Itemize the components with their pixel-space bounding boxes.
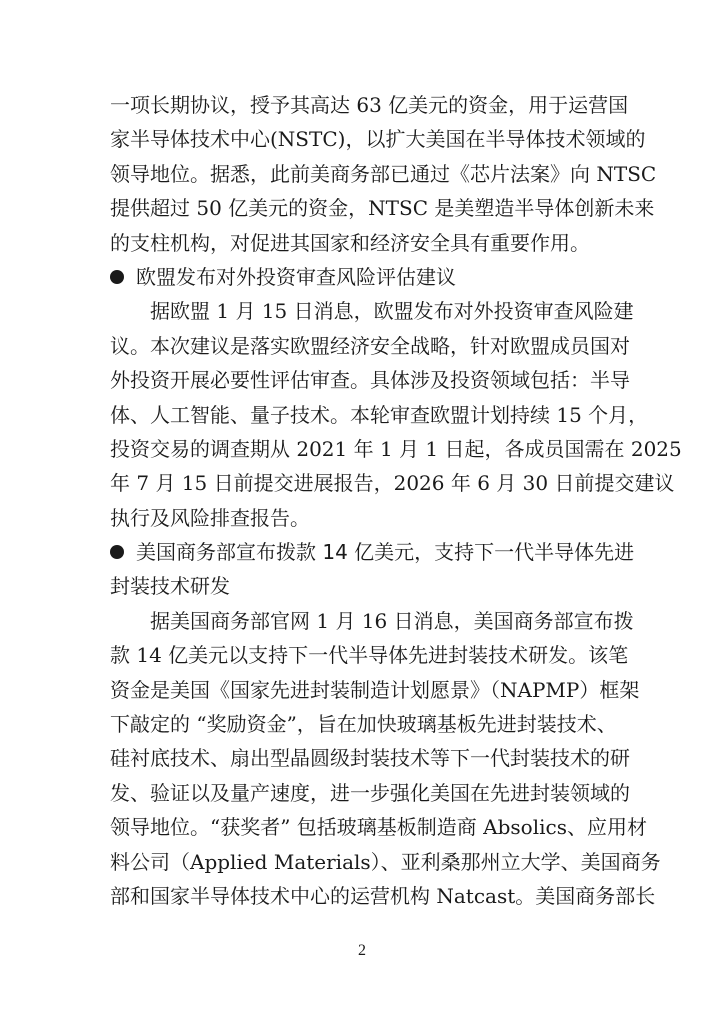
- page-number: 2: [358, 942, 366, 959]
- paragraph-line: 家半导体技术中心(NSTC)，以扩大美国在半导体技术领域的: [110, 127, 646, 152]
- paragraph-line: 发、验证以及量产速度，进一步强化美国在先进封装领域的: [110, 780, 630, 805]
- paragraph-nstc: [110, 88, 657, 260]
- paragraph-line: 提供超过 50 亿美元的资金，NTSC 是美塑造半导体创新未来: [110, 196, 655, 221]
- section-heading-text: 欧盟发布对外投资审查风险评估建议: [136, 264, 456, 289]
- section-heading-eu: [110, 260, 614, 294]
- paragraph-us: [110, 604, 661, 914]
- section-heading-us: [110, 535, 635, 569]
- paragraph-line: 的支柱机构，对促进其国家和经济安全具有重要作用。: [110, 230, 590, 255]
- paragraph-line: 年 7 月 15 日前提交进展报告，2026 年 6 月 30 日前提交建议: [110, 471, 675, 496]
- paragraph-line: 料公司（Applied Materials）、亚利桑那州立大学、美国商务: [110, 849, 661, 874]
- section-heading-text: 美国商务部宣布拨款 14 亿美元，支持下一代半导体先进: [136, 540, 635, 565]
- paragraph-line: 外投资开展必要性评估审查。具体涉及投资领域包括：半导: [110, 368, 630, 393]
- paragraph-line: 款 14 亿美元以支持下一代半导体先进封装技术研发。该笔: [110, 643, 629, 668]
- bullet-icon: [110, 545, 124, 559]
- bullet-icon: [110, 270, 124, 284]
- paragraph-line: 领导地位。“获奖者” 包括玻璃基板制造商 Absolics、应用材: [110, 815, 647, 840]
- paragraph-line: 资金是美国《国家先进封装制造计划愿景》（NAPMP）框架: [110, 677, 640, 702]
- document-body: [110, 88, 682, 913]
- paragraph-line: 一项长期协议，授予其高达 63 亿美元的资金，用于运营国: [110, 93, 629, 117]
- paragraph-line: 议。本次建议是落实欧盟经济安全战略，针对欧盟成员国对: [110, 333, 630, 358]
- paragraph-line: 领导地位。据悉，此前美商务部已通过《芯片法案》向 NTSC: [110, 161, 657, 186]
- paragraph-line: 执行及风险排查报告。: [110, 505, 310, 530]
- paragraph-line: 硅衬底技术、扇出型晶圆级封装技术等下一代封装技术的研: [110, 746, 630, 771]
- paragraph-line: 部和国家半导体技术中心的运营机构 Natcast。美国商务部长: [110, 883, 656, 908]
- paragraph-line: 据美国商务部官网 1 月 16 日消息，美国商务部宣布拨: [150, 608, 634, 633]
- paragraph-line: 据欧盟 1 月 15 日消息，欧盟发布对外投资审查风险建: [150, 299, 634, 324]
- paragraph-eu: [110, 294, 682, 535]
- section-heading-text-continued: 封装技术研发: [110, 574, 230, 599]
- paragraph-line: 体、人工智能、量子技术。本轮审查欧盟计划持续 15 个月，: [110, 402, 649, 427]
- paragraph-line: 下敲定的 “奖励资金”，旨在加快玻璃基板先进封装技术、: [110, 712, 617, 737]
- paragraph-line: 投资交易的调查期从 2021 年 1 月 1 日起，各成员国需在 2025: [110, 436, 682, 461]
